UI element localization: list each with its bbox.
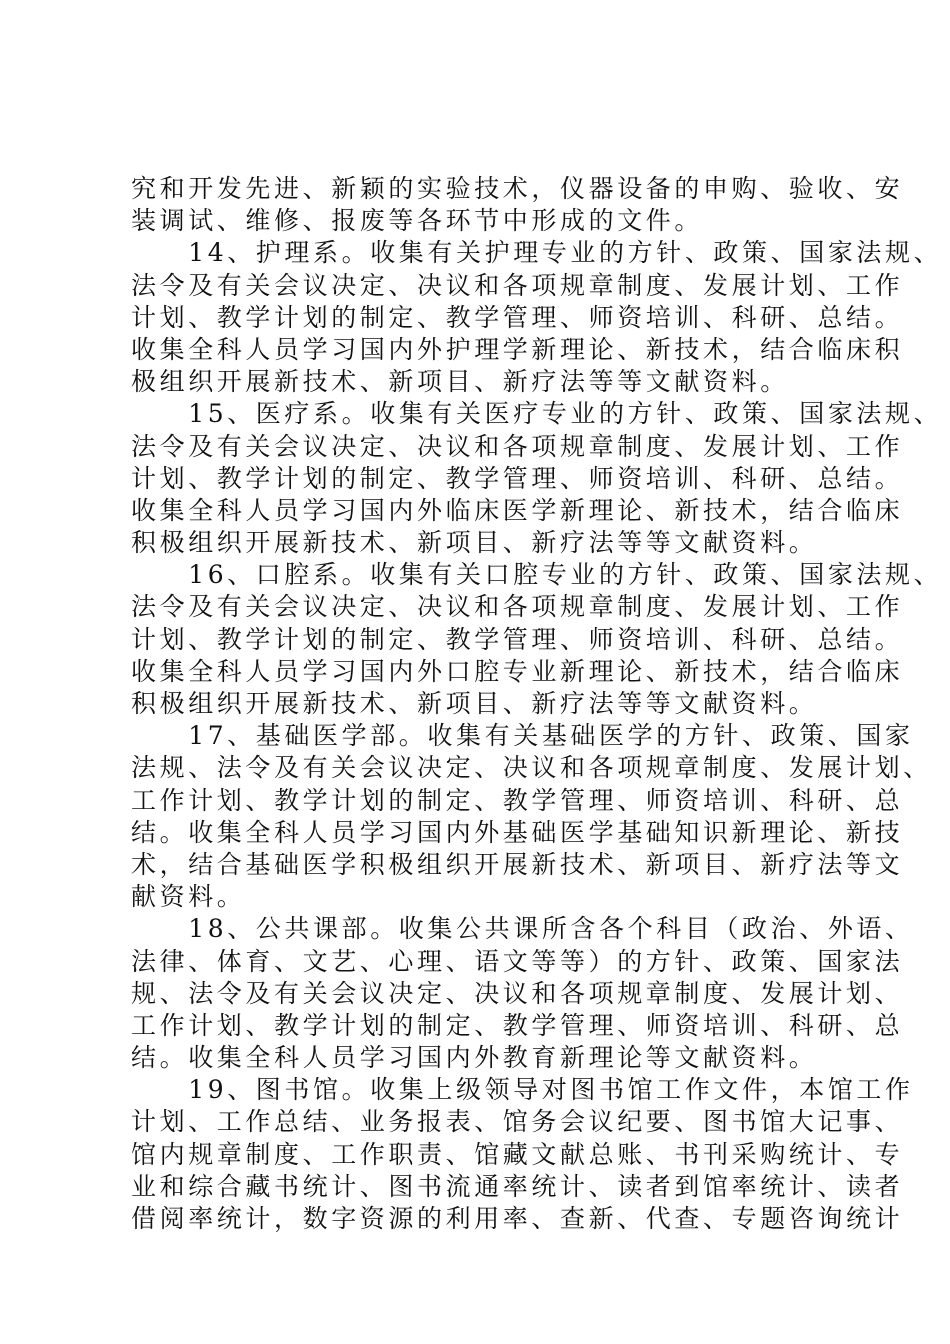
text-line: 规、法令及有关会议决定、决议和各项规章制度、发展计划、 — [131, 978, 904, 1008]
text-line: 究和开发先进、新颖的实验技术，仪器设备的申购、验收、安 — [131, 174, 904, 203]
text-line: 计划、教学计划的制定、教学管理、师资培训、科研、总结。 — [131, 624, 904, 654]
text-line: 献资料。 — [131, 882, 246, 912]
document-body-text — [131, 173, 943, 1235]
text-line: 计划、工作总结、业务报表、馆务会议纪要、图书馆大记事、 — [131, 1107, 904, 1137]
text-line: 法令及有关会议决定、决议和各项规章制度、发展计划、工作 — [131, 270, 904, 300]
text-line: 结。收集全科人员学习国内外基础医学基础知识新理论、新技 — [131, 817, 904, 847]
text-line: 14、护理系。收集有关护理专业的方针、政策、国家法规、 — [131, 238, 943, 268]
text-line: 15、医疗系。收集有关医疗专业的方针、政策、国家法规、 — [131, 399, 943, 429]
text-line: 收集全科人员学习国内外护理学新理论、新技术，结合临床积 — [131, 334, 904, 364]
text-line: 极组织开展新技术、新项目、新疗法等等文献资料。 — [131, 367, 789, 397]
text-line: 法律、体育、文艺、心理、语文等等）的方针、政策、国家法 — [131, 946, 904, 976]
text-line: 术，结合基础医学积极组织开展新技术、新项目、新疗法等文 — [131, 849, 904, 879]
text-line: 积极组织开展新技术、新项目、新疗法等等文献资料。 — [131, 689, 818, 718]
text-line: 工作计划、教学计划的制定、教学管理、师资培训、科研、总 — [131, 785, 904, 815]
text-line: 计划、教学计划的制定、教学管理、师资培训、科研、总结。 — [131, 463, 904, 493]
text-line: 业和综合藏书统计、图书流通率统计、读者到馆率统计、读者 — [131, 1171, 904, 1201]
text-line: 收集全科人员学习国内外临床医学新理论、新技术，结合临床 — [131, 495, 904, 525]
text-line: 借阅率统计，数字资源的利用率、查新、代查、专题咨询统计 — [131, 1204, 904, 1233]
text-line: 装调试、维修、报废等各环节中形成的文件。 — [131, 206, 704, 236]
text-line: 法令及有关会议决定、决议和各项规章制度、发展计划、工作 — [131, 592, 904, 622]
text-line: 工作计划、教学计划的制定、教学管理、师资培训、科研、总 — [131, 1010, 904, 1040]
text-line: 19、图书馆。收集上级领导对图书馆工作文件，本馆工作 — [131, 1075, 914, 1105]
text-line: 馆内规章制度、工作职责、馆藏文献总账、书刊采购统计、专 — [131, 1139, 904, 1169]
text-line: 收集全科人员学习国内外口腔专业新理论、新技术，结合临床 — [131, 656, 904, 686]
text-line: 18、公共课部。收集公共课所含各个科目（政治、外语、 — [131, 914, 914, 944]
text-line: 积极组织开展新技术、新项目、新疗法等等文献资料。 — [131, 528, 818, 558]
text-line: 计划、教学计划的制定、教学管理、师资培训、科研、总结。 — [131, 302, 904, 332]
text-line: 法令及有关会议决定、决议和各项规章制度、发展计划、工作 — [131, 431, 904, 461]
text-line: 结。收集全科人员学习国内外教育新理论等文献资料。 — [131, 1043, 818, 1073]
text-line: 17、基础医学部。收集有关基础医学的方针、政策、国家 — [131, 721, 914, 751]
text-line: 16、口腔系。收集有关口腔专业的方针、政策、国家法规、 — [131, 560, 943, 590]
text-line: 法规、法令及有关会议决定、决议和各项规章制度、发展计划、 — [131, 753, 932, 783]
